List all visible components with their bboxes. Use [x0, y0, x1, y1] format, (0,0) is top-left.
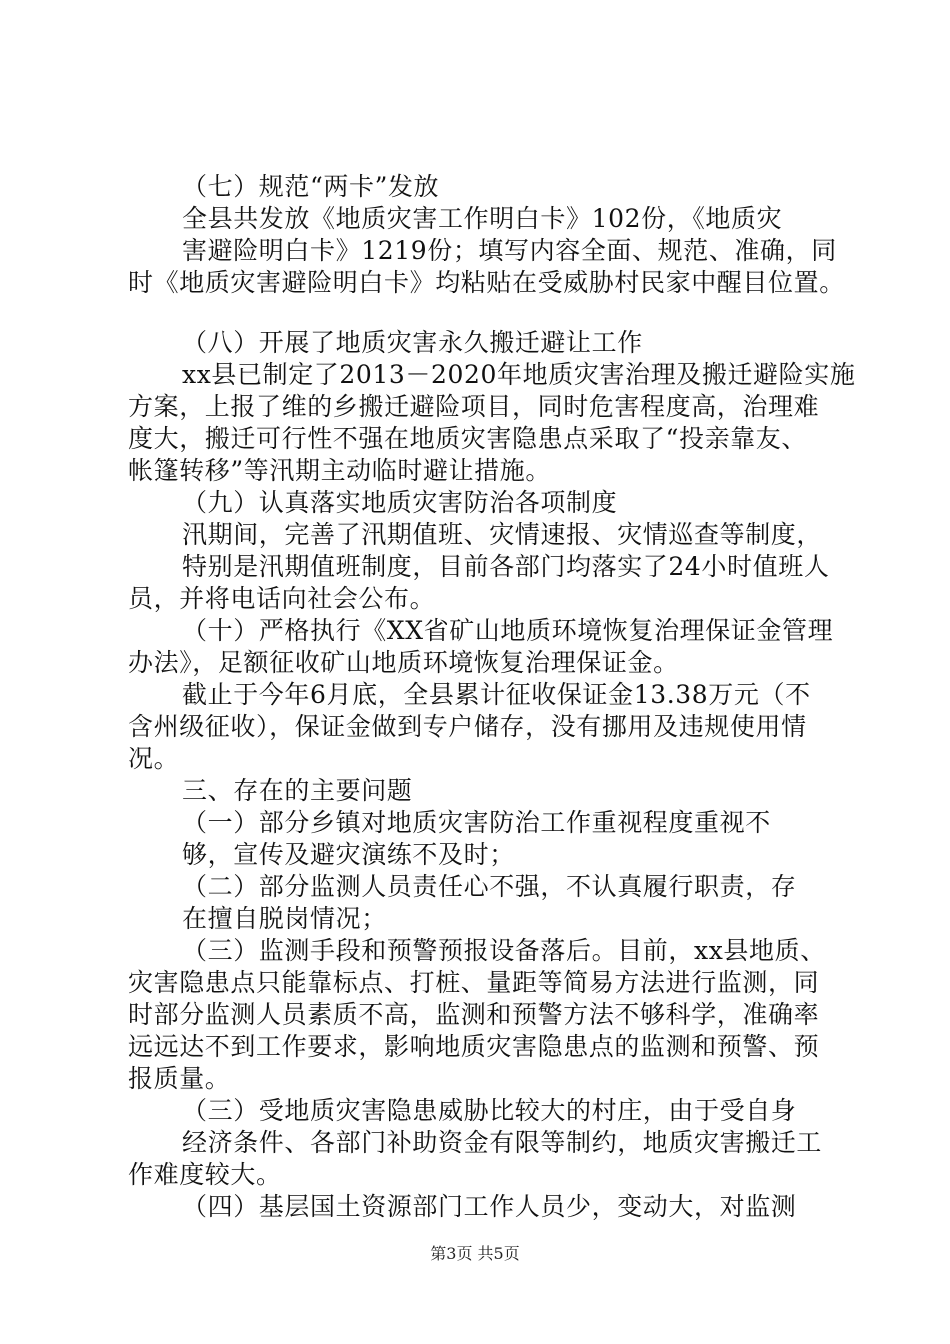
paragraph-line: 况。: [128, 744, 180, 773]
paragraph-line: 害避险明白卡》1219份；填写内容全面、规范、准确，同: [182, 236, 837, 265]
issue-2-line: 在擅自脱岗情况；: [182, 904, 387, 933]
paragraph-line: 含州级征收），保证金做到专户储存，没有挪用及违规使用情: [128, 712, 807, 741]
paragraph-line: 时《地质灾害避险明白卡》均粘贴在受威胁村民家中醒目位置。: [128, 268, 845, 297]
paragraph-line: 度大，搬迁可行性不强在地质灾害隐患点采取了“投亲靠友、: [128, 424, 807, 453]
issue-2-line: （二）部分监测人员责任心不强，不认真履行职责，存: [182, 872, 797, 901]
section-heading-10: （十）严格执行《XX省矿山地质环境恢复治理保证金管理: [182, 616, 834, 645]
issue-1-line: 够，宣传及避灾演练不及时；: [182, 840, 515, 869]
issue-4-line: （四）基层国土资源部门工作人员少，变动大，对监测: [182, 1192, 797, 1221]
section-heading-9: （九）认真落实地质灾害防治各项制度: [182, 488, 618, 517]
issue-3b-line: 作难度较大。: [128, 1160, 282, 1189]
paragraph-line: 特别是汛期值班制度，目前各部门均落实了24小时值班人: [182, 552, 830, 581]
paragraph-line: xx县已制定了2013－2020年地质灾害治理及搬迁避险实施: [182, 360, 856, 389]
issue-3-line: 灾害隐患点只能靠标点、打桩、量距等简易方法进行监测，同: [128, 968, 820, 997]
paragraph-line: 办法》，足额征收矿山地质环境恢复治理保证金。: [128, 648, 679, 677]
paragraph-line: 截止于今年6月底，全县累计征收保证金13.38万元（不: [182, 680, 811, 709]
issue-3b-line: 经济条件、各部门补助资金有限等制约，地质灾害搬迁工: [182, 1128, 823, 1157]
issue-3-line: 时部分监测人员素质不高，监测和预警方法不够科学，准确率: [128, 1000, 820, 1029]
section-heading-8: （八）开展了地质灾害永久搬迁避让工作: [182, 328, 643, 357]
chapter-heading-3: 三、存在的主要问题: [182, 776, 413, 805]
issue-3b-line: （三）受地质灾害隐患威胁比较大的村庄，由于受自身: [182, 1096, 797, 1125]
page-footer: 第3页 共5页: [430, 1244, 520, 1263]
issue-3-line: 报质量。: [128, 1064, 231, 1093]
paragraph-line: 方案，上报了维的乡搬迁避险项目，同时危害程度高，治理难: [128, 392, 820, 421]
paragraph-line: 帐篷转移”等汛期主动临时避让措施。: [128, 456, 551, 485]
issue-1-line: （一）部分乡镇对地质灾害防治工作重视程度重视不: [182, 808, 771, 837]
paragraph-line: 汛期间，完善了汛期值班、灾情速报、灾情巡查等制度，: [182, 520, 823, 549]
paragraph-line: 全县共发放《地质灾害工作明白卡》102份，《地质灾: [182, 204, 783, 233]
section-heading-7: （七）规范“两卡”发放: [182, 172, 440, 201]
issue-3-line: （三）监测手段和预警预报设备落后。目前，xx县地质、: [182, 936, 826, 965]
issue-3-line: 远远达不到工作要求，影响地质灾害隐患点的监测和预警、预: [128, 1032, 820, 1061]
paragraph-line: 员，并将电话向社会公布。: [128, 584, 436, 613]
